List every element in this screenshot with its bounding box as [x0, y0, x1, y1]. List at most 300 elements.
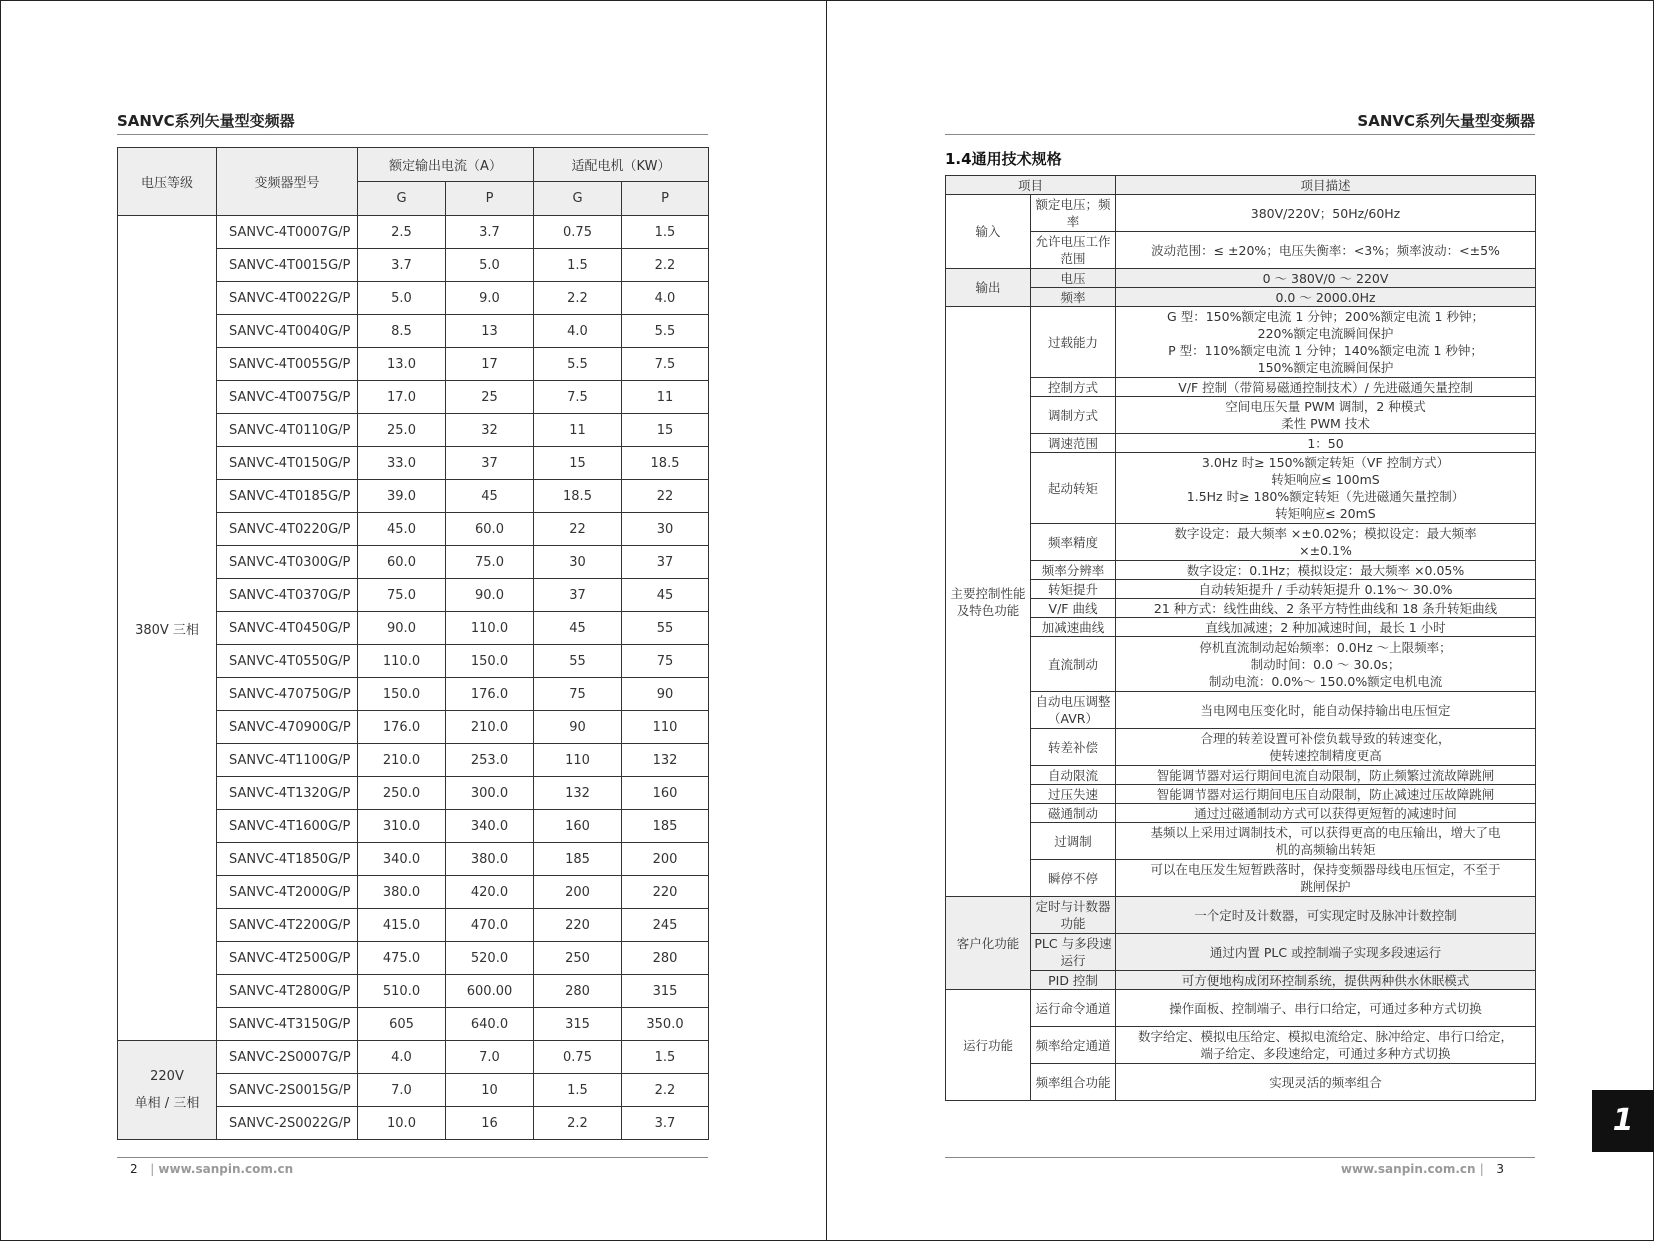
current-p-cell: 210.0 — [446, 711, 534, 744]
spec-col-item-header: 项目 — [946, 176, 1116, 195]
spec-item: 起动转矩 — [1031, 453, 1116, 524]
spec-desc-line: 停机直流制动起始频率：0.0Hz ～上限频率； — [1199, 639, 1452, 655]
spec-desc-line: 柔性 PWM 技术 — [1281, 416, 1370, 431]
spec-desc — [1116, 729, 1536, 766]
spec-desc — [1116, 823, 1536, 860]
spec-desc — [1116, 1027, 1536, 1064]
spec-desc — [1116, 580, 1536, 599]
spec-category-output: 输出 — [946, 269, 1031, 307]
motor-p-cell: 200 — [622, 843, 709, 876]
current-p-cell: 75.0 — [446, 546, 534, 579]
motor-g-cell: 132 — [534, 777, 622, 810]
spec-item: 直流制动 — [1031, 637, 1116, 692]
spec-desc-line: P 型：110%额定电流 1 分钟；140%额定电流 1 秒钟； — [1168, 343, 1483, 358]
right-footer-separator: | — [1479, 1162, 1484, 1176]
spec-desc-line: 当电网电压变化时，能自动保持输出电压恒定 — [1200, 702, 1451, 718]
spec-desc-line: 3.0Hz 时≥ 150%额定转矩（VF 控制方式） — [1201, 455, 1450, 470]
current-g-cell: 340.0 — [358, 843, 446, 876]
current-g-cell: 110.0 — [358, 645, 446, 678]
right-footer-website: www.sanpin.com.cn — [1340, 1162, 1476, 1176]
spec-desc — [1116, 307, 1536, 378]
current-g-cell: 75.0 — [358, 579, 446, 612]
motor-p-cell: 75 — [622, 645, 709, 678]
spec-desc — [1116, 453, 1536, 524]
table-row — [946, 580, 1536, 599]
spec-desc — [1116, 232, 1536, 269]
motor-g-cell: 280 — [534, 975, 622, 1008]
sub-header-current-p: P — [446, 182, 534, 216]
motor-p-cell: 245 — [622, 909, 709, 942]
model-cell: SANVC-2S0007G/P — [217, 1041, 358, 1074]
left-footer — [130, 1162, 293, 1176]
current-g-cell: 380.0 — [358, 876, 446, 909]
current-g-cell: 4.0 — [358, 1041, 446, 1074]
model-cell: SANVC-4T2500G/P — [217, 942, 358, 975]
spec-item: 频率精度 — [1031, 524, 1116, 561]
spec-desc — [1116, 637, 1536, 692]
model-cell: SANVC-4T2000G/P — [217, 876, 358, 909]
current-p-cell: 600.00 — [446, 975, 534, 1008]
current-g-cell: 45.0 — [358, 513, 446, 546]
table-row — [946, 990, 1536, 1027]
current-p-cell: 380.0 — [446, 843, 534, 876]
model-cell: SANVC-4T0007G/P — [217, 216, 358, 249]
current-g-cell: 176.0 — [358, 711, 446, 744]
spec-item: 自动限流 — [1031, 766, 1116, 785]
current-g-cell: 250.0 — [358, 777, 446, 810]
motor-p-cell: 37 — [622, 546, 709, 579]
model-cell: SANVC-2S0022G/P — [217, 1107, 358, 1140]
spec-desc — [1116, 561, 1536, 580]
current-p-cell: 16 — [446, 1107, 534, 1140]
motor-p-cell: 350.0 — [622, 1008, 709, 1041]
current-p-cell: 420.0 — [446, 876, 534, 909]
current-g-cell: 10.0 — [358, 1107, 446, 1140]
spec-item: 瞬停不停 — [1031, 860, 1116, 897]
left-footer-rule — [117, 1157, 708, 1158]
model-cell: SANVC-4T1850G/P — [217, 843, 358, 876]
spec-item: 频率 — [1031, 288, 1116, 307]
current-p-cell: 60.0 — [446, 513, 534, 546]
motor-g-cell: 55 — [534, 645, 622, 678]
motor-p-cell: 30 — [622, 513, 709, 546]
model-cell: SANVC-4T0370G/P — [217, 579, 358, 612]
current-g-cell: 90.0 — [358, 612, 446, 645]
spec-desc-line: 一个定时及计数器，可实现定时及脉冲计数控制 — [1194, 907, 1457, 923]
spec-item: 控制方式 — [1031, 378, 1116, 397]
current-g-cell: 8.5 — [358, 315, 446, 348]
spec-desc-line: 空间电压矢量 PWM 调制，2 种模式 — [1225, 399, 1426, 414]
motor-p-cell: 110 — [622, 711, 709, 744]
right-header-rule — [945, 134, 1535, 135]
model-cell: SANVC-4T0550G/P — [217, 645, 358, 678]
spec-item: 频率给定通道 — [1031, 1027, 1116, 1064]
table-row — [118, 1041, 709, 1074]
motor-g-cell: 110 — [534, 744, 622, 777]
motor-g-cell: 0.75 — [534, 216, 622, 249]
spec-item: 电压 — [1031, 269, 1116, 288]
current-g-cell: 3.7 — [358, 249, 446, 282]
spec-desc — [1116, 599, 1536, 618]
motor-p-cell: 315 — [622, 975, 709, 1008]
motor-p-cell: 160 — [622, 777, 709, 810]
spec-desc — [1116, 990, 1536, 1027]
model-cell: SANVC-4T2200G/P — [217, 909, 358, 942]
sub-header-motor-g: G — [534, 182, 622, 216]
current-p-cell: 470.0 — [446, 909, 534, 942]
spec-item: PLC 与多段速运行 — [1031, 934, 1116, 971]
spec-item: 调速范围 — [1031, 434, 1116, 453]
spec-desc — [1116, 692, 1536, 729]
spec-desc-line: 通过内置 PLC 或控制端子实现多段速运行 — [1209, 944, 1442, 960]
current-p-cell: 340.0 — [446, 810, 534, 843]
spec-item: 额定电压；频率 — [1031, 195, 1116, 232]
motor-g-cell: 4.0 — [534, 315, 622, 348]
current-p-cell: 17 — [446, 348, 534, 381]
spec-item: 频率组合功能 — [1031, 1064, 1116, 1101]
right-footer-rule — [945, 1157, 1535, 1158]
spec-desc-line: 操作面板、控制端子、串行口给定，可通过多种方式切换 — [1169, 1000, 1482, 1016]
table-row — [946, 434, 1536, 453]
current-g-cell: 415.0 — [358, 909, 446, 942]
motor-p-cell: 1.5 — [622, 1041, 709, 1074]
current-p-cell: 7.0 — [446, 1041, 534, 1074]
model-cell: SANVC-4T0055G/P — [217, 348, 358, 381]
spec-desc-line: 实现灵活的频率组合 — [1269, 1074, 1382, 1090]
spec-desc-line: 合理的转差设置可补偿负载导致的转速变化， — [1200, 731, 1451, 746]
spec-category-main: 主要控制性能及特色功能 — [946, 307, 1031, 897]
model-cell: SANVC-4T0110G/P — [217, 414, 358, 447]
motor-g-cell: 37 — [534, 579, 622, 612]
sub-header-current-g: G — [358, 182, 446, 216]
spec-item: 磁通制动 — [1031, 804, 1116, 823]
spec-desc-line: 可以在电压发生短暂跌落时，保持变频器母线电压恒定，不至于 — [1150, 862, 1501, 877]
spec-item: 调制方式 — [1031, 397, 1116, 434]
table-row — [946, 269, 1536, 288]
motor-g-cell: 15 — [534, 447, 622, 480]
current-p-cell: 9.0 — [446, 282, 534, 315]
right-page-number: 3 — [1496, 1162, 1504, 1176]
motor-g-cell: 90 — [534, 711, 622, 744]
motor-p-cell: 2.2 — [622, 249, 709, 282]
table-row — [946, 785, 1536, 804]
spec-desc — [1116, 971, 1536, 990]
spec-desc-line: ×±0.1% — [1299, 543, 1352, 558]
table-row — [946, 637, 1536, 692]
model-cell: SANVC-4T1100G/P — [217, 744, 358, 777]
current-g-cell: 510.0 — [358, 975, 446, 1008]
spec-header-row — [946, 176, 1536, 195]
table-row — [946, 1027, 1536, 1064]
table-row — [946, 561, 1536, 580]
table-row — [946, 288, 1536, 307]
current-p-cell: 640.0 — [446, 1008, 534, 1041]
model-cell: SANVC-4T0040G/P — [217, 315, 358, 348]
spec-desc — [1116, 378, 1536, 397]
table-row — [946, 1064, 1536, 1101]
general-spec-table — [945, 175, 1536, 1101]
motor-g-cell: 185 — [534, 843, 622, 876]
spec-desc-line: 转矩响应≤ 100mS — [1271, 472, 1380, 487]
motor-g-cell: 11 — [534, 414, 622, 447]
motor-g-cell: 315 — [534, 1008, 622, 1041]
motor-g-cell: 1.5 — [534, 1074, 622, 1107]
motor-p-cell: 5.5 — [622, 315, 709, 348]
spec-desc-line: 机的高频输出转矩 — [1275, 842, 1376, 857]
motor-g-cell: 22 — [534, 513, 622, 546]
voltage-group-220-line2: 单相 / 三相 — [134, 1096, 200, 1111]
model-cell: SANVC-4T1320G/P — [217, 777, 358, 810]
spec-desc — [1116, 860, 1536, 897]
spec-category-input: 输入 — [946, 195, 1031, 269]
spec-desc-line: 基频以上采用过调制技术，可以获得更高的电压输出，增大了电 — [1150, 825, 1501, 840]
model-cell: SANVC-470750G/P — [217, 678, 358, 711]
table-row — [946, 729, 1536, 766]
current-p-cell: 37 — [446, 447, 534, 480]
spec-item: 允许电压工作范围 — [1031, 232, 1116, 269]
motor-p-cell: 22 — [622, 480, 709, 513]
motor-g-cell: 2.2 — [534, 282, 622, 315]
chapter-tab: 1 — [1592, 1090, 1654, 1152]
current-g-cell: 310.0 — [358, 810, 446, 843]
model-cell: SANVC-4T0015G/P — [217, 249, 358, 282]
motor-p-cell: 7.5 — [622, 348, 709, 381]
spec-desc-line: 直线加减速；2 种加减速时间，最长 1 小时 — [1205, 619, 1446, 635]
motor-p-cell: 15 — [622, 414, 709, 447]
motor-p-cell: 132 — [622, 744, 709, 777]
motor-p-cell: 2.2 — [622, 1074, 709, 1107]
current-g-cell: 25.0 — [358, 414, 446, 447]
motor-p-cell: 280 — [622, 942, 709, 975]
col-voltage-header: 电压等级 — [118, 148, 217, 216]
spec-item: 过载能力 — [1031, 307, 1116, 378]
motor-p-cell: 4.0 — [622, 282, 709, 315]
spec-item: 过压失速 — [1031, 785, 1116, 804]
current-g-cell: 17.0 — [358, 381, 446, 414]
current-p-cell: 32 — [446, 414, 534, 447]
table-row — [946, 860, 1536, 897]
current-p-cell: 520.0 — [446, 942, 534, 975]
spec-desc — [1116, 397, 1536, 434]
right-footer — [1341, 1162, 1504, 1176]
motor-g-cell: 250 — [534, 942, 622, 975]
motor-p-cell: 45 — [622, 579, 709, 612]
spec-desc-line: 1.5Hz 时≥ 180%额定转矩（先进磁通矢量控制） — [1186, 489, 1465, 504]
left-page-header: SANVC系列矢量型变频器 — [117, 112, 295, 130]
table-row — [946, 599, 1536, 618]
current-g-cell: 605 — [358, 1008, 446, 1041]
current-p-cell: 150.0 — [446, 645, 534, 678]
motor-g-cell: 30 — [534, 546, 622, 579]
motor-p-cell: 18.5 — [622, 447, 709, 480]
right-page-header: SANVC系列矢量型变频器 — [1357, 112, 1535, 130]
spec-item: 转差补偿 — [1031, 729, 1116, 766]
model-cell: SANVC-4T0185G/P — [217, 480, 358, 513]
current-g-cell: 475.0 — [358, 942, 446, 975]
table-row — [946, 524, 1536, 561]
table-row — [946, 804, 1536, 823]
spec-desc-line: 通过过磁通制动方式可以获得更短暂的减速时间 — [1194, 805, 1457, 821]
spec-desc-line: 0.0 ～ 2000.0Hz — [1275, 289, 1376, 305]
motor-p-cell: 185 — [622, 810, 709, 843]
motor-g-cell: 2.2 — [534, 1107, 622, 1140]
spec-desc-line: 380V/220V；50Hz/60Hz — [1250, 205, 1401, 221]
table-row — [946, 307, 1536, 378]
sub-header-motor-p: P — [622, 182, 709, 216]
current-g-cell: 60.0 — [358, 546, 446, 579]
current-p-cell: 110.0 — [446, 612, 534, 645]
spec-desc-line: 制动电流：0.0%～ 150.0%额定电机电流 — [1208, 673, 1443, 689]
spec-desc-line: 0 ～ 380V/0 ～ 220V — [1262, 270, 1389, 286]
spec-desc-line: 数字设定：最大频率 ×±0.02%；模拟设定：最大频率 — [1174, 526, 1477, 541]
spec-desc — [1116, 618, 1536, 637]
motor-g-cell: 75 — [534, 678, 622, 711]
spec-desc-line: 1：50 — [1307, 435, 1344, 451]
current-p-cell: 176.0 — [446, 678, 534, 711]
motor-g-cell: 5.5 — [534, 348, 622, 381]
current-p-cell: 5.0 — [446, 249, 534, 282]
spec-desc — [1116, 766, 1536, 785]
table-row — [118, 216, 709, 249]
spec-item: 转矩提升 — [1031, 580, 1116, 599]
spec-desc — [1116, 434, 1536, 453]
current-p-cell: 253.0 — [446, 744, 534, 777]
spec-desc-line: G 型：150%额定电流 1 分钟；200%额定电流 1 秒钟； — [1167, 309, 1484, 324]
current-g-cell: 39.0 — [358, 480, 446, 513]
table-row — [946, 378, 1536, 397]
current-p-cell: 25 — [446, 381, 534, 414]
motor-g-cell: 1.5 — [534, 249, 622, 282]
spec-category-custom: 客户化功能 — [946, 897, 1031, 990]
spec-desc-line: 跳闸保护 — [1300, 879, 1351, 894]
table-row — [946, 195, 1536, 232]
motor-p-cell: 90 — [622, 678, 709, 711]
section-title: 1.4通用技术规格 — [945, 150, 1062, 168]
table-row — [946, 971, 1536, 990]
motor-p-cell: 1.5 — [622, 216, 709, 249]
spec-category-run: 运行功能 — [946, 990, 1031, 1101]
left-footer-separator: | — [150, 1162, 155, 1176]
motor-p-cell: 55 — [622, 612, 709, 645]
spec-item: 频率分辨率 — [1031, 561, 1116, 580]
spec-item: V/F 曲线 — [1031, 599, 1116, 618]
motor-g-cell: 18.5 — [534, 480, 622, 513]
spec-desc-line: 端子给定、多段速给定，可通过多种方式切换 — [1200, 1046, 1451, 1061]
spec-desc — [1116, 269, 1536, 288]
spec-item: PID 控制 — [1031, 971, 1116, 990]
table-row — [946, 618, 1536, 637]
table-row — [946, 934, 1536, 971]
spec-item: 自动电压调整（AVR） — [1031, 692, 1116, 729]
motor-g-cell: 45 — [534, 612, 622, 645]
spec-desc — [1116, 195, 1536, 232]
spec-desc-line: 21 种方式：线性曲线、2 条平方特性曲线和 18 条升转矩曲线 — [1153, 600, 1498, 616]
model-cell: SANVC-4T0450G/P — [217, 612, 358, 645]
spec-desc-line: 数字给定、模拟电压给定、模拟电流给定、脉冲给定、串行口给定， — [1138, 1029, 1514, 1044]
spec-desc-line: 智能调节器对运行期间电流自动限制，防止频繁过流故障跳闸 — [1156, 767, 1495, 783]
current-g-cell: 150.0 — [358, 678, 446, 711]
current-g-cell: 5.0 — [358, 282, 446, 315]
spec-desc-line: 波动范围：≤ ±20%；电压失衡率：<3%；频率波动：<±5% — [1151, 242, 1500, 258]
spec-col-desc-header: 项目描述 — [1116, 176, 1536, 195]
current-p-cell: 10 — [446, 1074, 534, 1107]
spec-desc — [1116, 897, 1536, 934]
motor-p-cell: 11 — [622, 381, 709, 414]
motor-g-cell: 7.5 — [534, 381, 622, 414]
model-cell: SANVC-4T1600G/P — [217, 810, 358, 843]
spec-desc — [1116, 785, 1536, 804]
left-page-number: 2 — [130, 1162, 138, 1176]
col-motor-header: 适配电机（KW） — [534, 148, 709, 182]
table-row — [946, 397, 1536, 434]
current-g-cell: 13.0 — [358, 348, 446, 381]
spec-item: 定时与计数器功能 — [1031, 897, 1116, 934]
spec-item: 过调制 — [1031, 823, 1116, 860]
spec-desc-line: 制动时间：0.0 ～ 30.0s； — [1250, 656, 1401, 672]
current-p-cell: 13 — [446, 315, 534, 348]
spec-desc — [1116, 934, 1536, 971]
col-current-header: 额定输出电流（A） — [358, 148, 534, 182]
current-g-cell: 33.0 — [358, 447, 446, 480]
table-row — [946, 453, 1536, 524]
voltage-group-220 — [118, 1041, 217, 1140]
current-g-cell: 7.0 — [358, 1074, 446, 1107]
motor-g-cell: 200 — [534, 876, 622, 909]
current-p-cell: 300.0 — [446, 777, 534, 810]
model-cell: SANVC-4T0300G/P — [217, 546, 358, 579]
model-cell: SANVC-4T0075G/P — [217, 381, 358, 414]
spec-desc — [1116, 804, 1536, 823]
spec-desc-line: 自动转矩提升 / 手动转矩提升 0.1%～ 30.0% — [1198, 581, 1453, 597]
spec-desc — [1116, 1064, 1536, 1101]
model-cell: SANVC-4T2800G/P — [217, 975, 358, 1008]
spec-desc-line: 可方便地构成闭环控制系统，提供两种供水休眠模式 — [1181, 972, 1470, 988]
model-cell: SANVC-4T0150G/P — [217, 447, 358, 480]
motor-g-cell: 160 — [534, 810, 622, 843]
motor-g-cell: 220 — [534, 909, 622, 942]
spec-desc — [1116, 524, 1536, 561]
left-header-rule — [117, 134, 708, 135]
spec-desc-line: V/F 控制（带简易磁通控制技术）/ 先进磁通矢量控制 — [1178, 379, 1473, 395]
model-cell: SANVC-470900G/P — [217, 711, 358, 744]
model-cell: SANVC-4T0022G/P — [217, 282, 358, 315]
model-spec-table — [117, 147, 709, 1140]
spec-desc-line: 数字设定：0.1Hz；模拟设定：最大频率 ×0.05% — [1186, 562, 1465, 578]
table-row — [946, 692, 1536, 729]
motor-g-cell: 0.75 — [534, 1041, 622, 1074]
voltage-group-220-line1: 220V — [150, 1069, 184, 1084]
current-p-cell: 3.7 — [446, 216, 534, 249]
spec-desc-line: 使转速控制精度更高 — [1269, 748, 1382, 763]
table-row — [946, 766, 1536, 785]
spec-desc-line: 智能调节器对运行期间电压自动限制，防止减速过压故障跳闸 — [1156, 786, 1495, 802]
spec-desc-line: 转矩响应≤ 20mS — [1275, 506, 1376, 521]
col-model-header: 变频器型号 — [217, 148, 358, 216]
page-divider — [826, 0, 827, 1241]
model-cell: SANVC-4T0220G/P — [217, 513, 358, 546]
voltage-group-380: 380V 三相 — [118, 216, 217, 1041]
motor-p-cell: 220 — [622, 876, 709, 909]
model-cell: SANVC-4T3150G/P — [217, 1008, 358, 1041]
motor-p-cell: 3.7 — [622, 1107, 709, 1140]
current-g-cell: 2.5 — [358, 216, 446, 249]
table-row — [946, 823, 1536, 860]
current-p-cell: 90.0 — [446, 579, 534, 612]
current-p-cell: 45 — [446, 480, 534, 513]
table-row — [946, 232, 1536, 269]
spec-desc-line: 150%额定电流瞬间保护 — [1257, 360, 1394, 375]
spec-desc — [1116, 288, 1536, 307]
